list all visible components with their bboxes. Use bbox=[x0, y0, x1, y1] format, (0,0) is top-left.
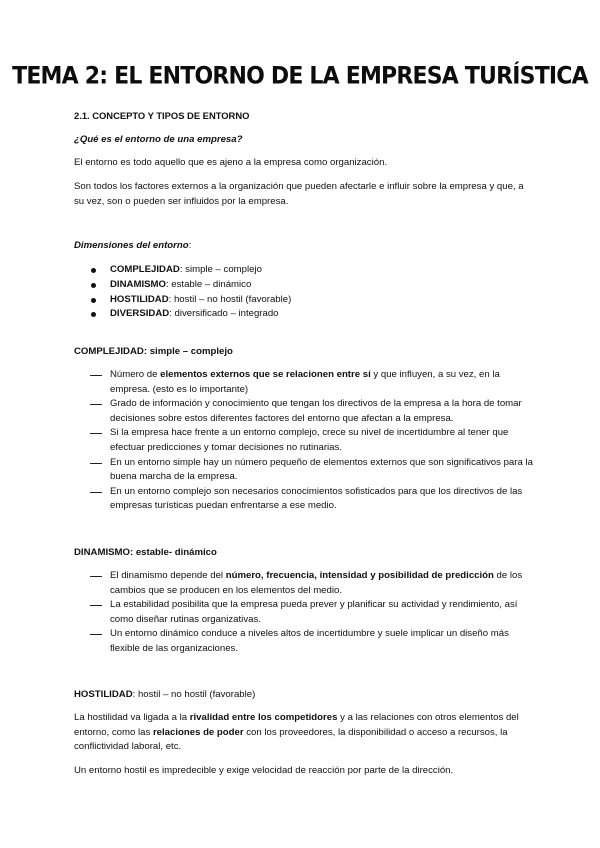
item-text-bold: elementos externos que se relacionen entre sí bbox=[160, 369, 371, 380]
para-text: y a las relaciones con otros elementos del entorno, como las bbox=[74, 712, 519, 738]
dash-icon bbox=[90, 375, 102, 376]
dash-icon bbox=[90, 576, 102, 577]
para-text: La hostilidad va ligada a la bbox=[74, 712, 190, 723]
list-item bbox=[74, 485, 536, 514]
bullet-icon bbox=[91, 268, 96, 273]
dash-icon bbox=[90, 605, 102, 606]
list-item bbox=[74, 368, 536, 397]
para-text-bold: rivalidad entre los competidores bbox=[189, 712, 338, 723]
item-text: Grado de información y conocimiento que tengan los directivos de la empresa a la hora de tomar decisiones sobre estos diferentes factores del entorno que afectan a la empresa. bbox=[110, 398, 522, 424]
complejidad-list bbox=[74, 368, 536, 514]
list-item bbox=[74, 263, 536, 278]
dash-icon bbox=[90, 463, 102, 464]
section-heading: 2.1. CONCEPTO Y TIPOS DE ENTORNO bbox=[74, 110, 250, 121]
dimensions-colon: : bbox=[188, 240, 192, 251]
list-item bbox=[74, 627, 536, 656]
item-text: La estabilidad posibilita que la empresa pueda prever y planificar su actividad y rendimiento, así como diseñar rutinas organizativas. bbox=[110, 599, 518, 625]
list-item bbox=[74, 456, 536, 485]
list-item bbox=[74, 307, 536, 322]
page-title: TEMA 2: EL ENTORNO DE LA EMPRESA TURÍSTICA bbox=[12, 62, 588, 90]
item-text-post: y que influyen, a su vez, en la empresa. (esto es lo importante) bbox=[110, 369, 500, 395]
list-item bbox=[74, 293, 536, 308]
complejidad-heading bbox=[74, 345, 536, 360]
item-text: Si la empresa hace frente a un entorno complejo, crece su nivel de incertidumbre al tener que efectuar predicciones y tomar decisiones no rutinarias. bbox=[110, 427, 509, 453]
heading-key: DINAMISMO bbox=[74, 547, 130, 558]
item-text: Número de bbox=[110, 369, 161, 380]
dash-icon bbox=[90, 404, 102, 405]
bullet-icon bbox=[91, 312, 96, 317]
hostilidad-paragraph-1 bbox=[74, 711, 536, 755]
heading-rest: : hostil – no hostil (favorable) bbox=[132, 689, 256, 700]
item-text-post: de los cambios que se producen en los elementos del medio. bbox=[110, 570, 523, 596]
para-text: con los proveedores, la disponibilidad o acceso a recursos, la conflictividad laboral, etc. bbox=[74, 726, 508, 753]
list-item bbox=[74, 569, 536, 598]
heading-key: HOSTILIDAD bbox=[74, 689, 133, 700]
bullet-icon bbox=[91, 298, 96, 303]
hostilidad-paragraph-2: Un entorno hostil es impredecible y exige velocidad de reacción por parte de la dirección. bbox=[74, 765, 454, 776]
definition-paragraph-2: Son todos los factores externos a la organización que pueden afectarle e influir sobre la empresa y que, a su vez, son o pueden ser influidos por la empresa. bbox=[74, 181, 524, 207]
item-text-bold: número, frecuencia, intensidad y posibilidad de predicción bbox=[225, 570, 494, 581]
dimension-value: : diversificado – integrado bbox=[169, 308, 279, 320]
item-text: En un entorno complejo son necesarios conocimientos sofisticados para que los directivos de las empresas turísticas puedan enfrentarse a ese medio. bbox=[110, 485, 523, 512]
dimension-value: : simple – complejo bbox=[179, 264, 262, 275]
dinamismo-heading bbox=[74, 546, 536, 561]
list-item bbox=[74, 598, 536, 627]
dash-icon bbox=[90, 634, 102, 635]
dimensions-heading bbox=[74, 239, 536, 254]
heading-rest: : simple – complejo bbox=[143, 346, 233, 357]
item-text: El dinamismo depende del bbox=[110, 570, 226, 581]
item-text: En un entorno simple hay un número pequeño de elementos externos que son significativos para la buena marcha de la empresa. bbox=[110, 456, 533, 483]
list-item bbox=[74, 397, 536, 426]
dimension-key: DINAMISMO bbox=[110, 278, 166, 290]
hostilidad-heading bbox=[74, 688, 536, 703]
item-text: Un entorno dinámico conduce a niveles altos de incertidumbre y suele implicar un diseño más flexible de las organizaciones. bbox=[110, 628, 509, 654]
definition-paragraph-1: El entorno es todo aquello que es ajeno a la empresa como organización. bbox=[74, 157, 388, 168]
dimensions-list bbox=[74, 263, 536, 322]
dash-icon bbox=[90, 492, 102, 493]
dimension-key: DIVERSIDAD bbox=[110, 308, 170, 320]
list-item bbox=[74, 426, 536, 455]
dimensions-label: Dimensiones del entorno bbox=[74, 240, 189, 251]
dinamismo-list bbox=[74, 569, 536, 657]
dimension-value: : hostil – no hostil (favorable) bbox=[168, 293, 292, 305]
dimension-value: : estable – dinámico bbox=[165, 278, 252, 290]
bullet-icon bbox=[91, 283, 96, 288]
heading-rest: : estable- dinámico bbox=[129, 547, 217, 558]
question-heading: ¿Qué es el entorno de una empresa? bbox=[74, 134, 243, 145]
dimension-key: COMPLEJIDAD bbox=[110, 264, 180, 275]
para-text-bold: relaciones de poder bbox=[152, 726, 244, 738]
heading-key: COMPLEJIDAD bbox=[74, 346, 144, 357]
list-item bbox=[74, 278, 536, 293]
dimension-key: HOSTILIDAD bbox=[110, 293, 169, 305]
dash-icon bbox=[90, 433, 102, 434]
